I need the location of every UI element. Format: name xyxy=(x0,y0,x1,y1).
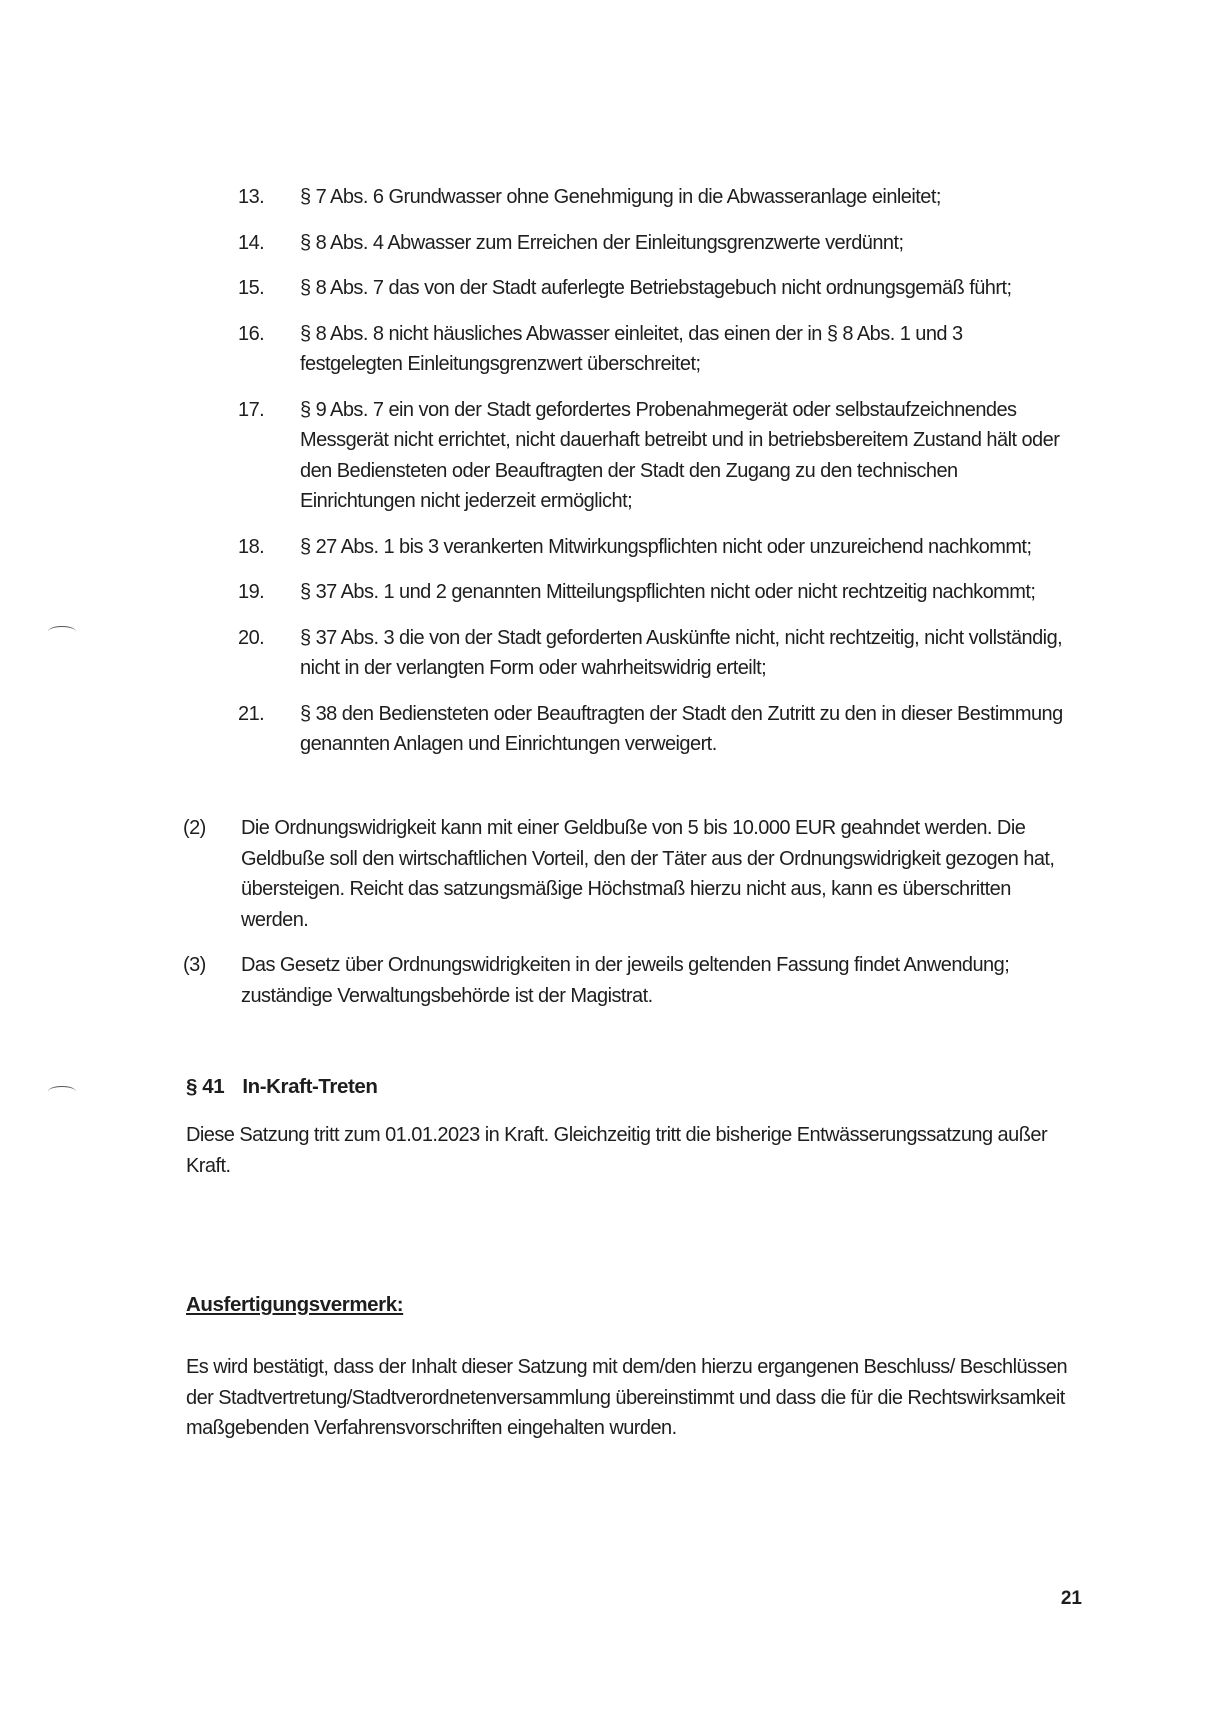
item-text: § 8 Abs. 4 Abwasser zum Erreichen der Einleitungsgrenzwerte verdünnt; xyxy=(300,231,904,254)
item-number: 13. xyxy=(238,186,265,208)
item-number: 14. xyxy=(238,231,265,254)
section-text: Diese Satzung tritt zum 01.01.2023 in Kraft. Gleichzeitig tritt die bisherige Entwässerungssatzung außer Kraft. xyxy=(186,1124,1048,1177)
list-item xyxy=(238,319,1068,380)
item-number: 17. xyxy=(238,398,265,421)
scan-artifact xyxy=(48,626,76,637)
item-number: 18. xyxy=(238,535,265,558)
list-item xyxy=(238,273,1068,304)
list-item xyxy=(238,699,1068,760)
item-number: 15. xyxy=(238,277,265,299)
paragraph-text: Die Ordnungswidrigkeit kann mit einer Geldbuße von 5 bis 10.000 EUR geahndet werden. Die Geldbuße soll den wirtschaftlichen Vorteil, den der Täter aus der Ordnungswidrigkeit gezogen hat, übersteigen. Reicht das satzungsmäßige Höchstmaß hierzu nicht aus, kann es überschritten werden. xyxy=(241,817,1055,931)
item-text: § 8 Abs. 8 nicht häusliches Abwasser einleitet, das einen der in § 8 Abs. 1 und 3 festgelegten Einleitungsgrenzwert überschreitet; xyxy=(300,322,963,375)
list-item xyxy=(238,532,1068,563)
list-item xyxy=(238,623,1068,684)
list-item xyxy=(238,395,1068,517)
item-text: § 9 Abs. 7 ein von der Stadt gefordertes Probenahmegerät oder selbstaufzeichnendes Messgerät nicht errichtet, nicht dauerhaft betreibt und in betriebsbereitem Zustand hält oder den Bediensteten oder Beauftragten der Stadt den Zugang zu den technischen Einrichtungen nicht jederzeit ermöglicht; xyxy=(300,398,1060,512)
section-number: § 41 xyxy=(186,1075,225,1098)
item-text: § 38 den Bediensteten oder Beauftragten der Stadt den Zutritt zu den in dieser Bestimmung genannten Anlagen und Einrichtungen verweigert. xyxy=(300,702,1063,755)
list-item xyxy=(238,182,1068,213)
section-title: In-Kraft-Treten xyxy=(242,1075,378,1098)
offense-list xyxy=(238,182,1068,775)
item-text: § 7 Abs. 6 Grundwasser ohne Genehmigung in die Abwasseranlage einleitet; xyxy=(300,186,941,208)
section-heading xyxy=(186,1072,378,1103)
certification-text: Es wird bestätigt, dass der Inhalt dieser Satzung mit dem/den hierzu ergangenen Beschluss/ Beschlüssen der Stadtvertretung/Stadtverordnetenversammlung übereinstimmt und dass die für die Rechtswirksamkeit maßgebenden Verfahrensvorschriften eingehalten wurden. xyxy=(186,1356,1068,1439)
paragraph-number: (3) xyxy=(183,954,206,976)
item-number: 20. xyxy=(238,626,265,649)
item-number: 21. xyxy=(238,702,265,725)
page-number: 21 xyxy=(1060,1588,1082,1609)
certification-title: Ausfertigungsvermerk: xyxy=(186,1293,404,1316)
item-text: § 27 Abs. 1 bis 3 verankerten Mitwirkungspflichten nicht oder unzureichend nachkommt; xyxy=(300,535,1032,558)
list-item xyxy=(238,577,1068,608)
paragraph-3 xyxy=(183,950,1073,1011)
paragraph-2 xyxy=(183,813,1073,935)
item-number: 19. xyxy=(238,581,265,603)
item-text: § 8 Abs. 7 das von der Stadt auferlegte Betriebstagebuch nicht ordnungsgemäß führt; xyxy=(300,277,1012,299)
paragraph-text: Das Gesetz über Ordnungswidrigkeiten in der jeweils geltenden Fassung findet Anwendung; zuständige Verwaltungsbehörde ist der Magistrat. xyxy=(241,954,1010,1007)
list-item xyxy=(238,228,1068,259)
item-text: § 37 Abs. 1 und 2 genannten Mitteilungspflichten nicht oder nicht rechtzeitig nachkommt; xyxy=(300,581,1036,603)
item-number: 16. xyxy=(238,322,265,345)
scan-artifact xyxy=(48,1086,76,1097)
paragraph-number: (2) xyxy=(183,817,206,839)
item-text: § 37 Abs. 3 die von der Stadt geforderten Auskünfte nicht, nicht rechtzeitig, nicht vollständig, nicht in der verlangten Form oder wahrheitswidrig erteilt; xyxy=(300,626,1063,679)
